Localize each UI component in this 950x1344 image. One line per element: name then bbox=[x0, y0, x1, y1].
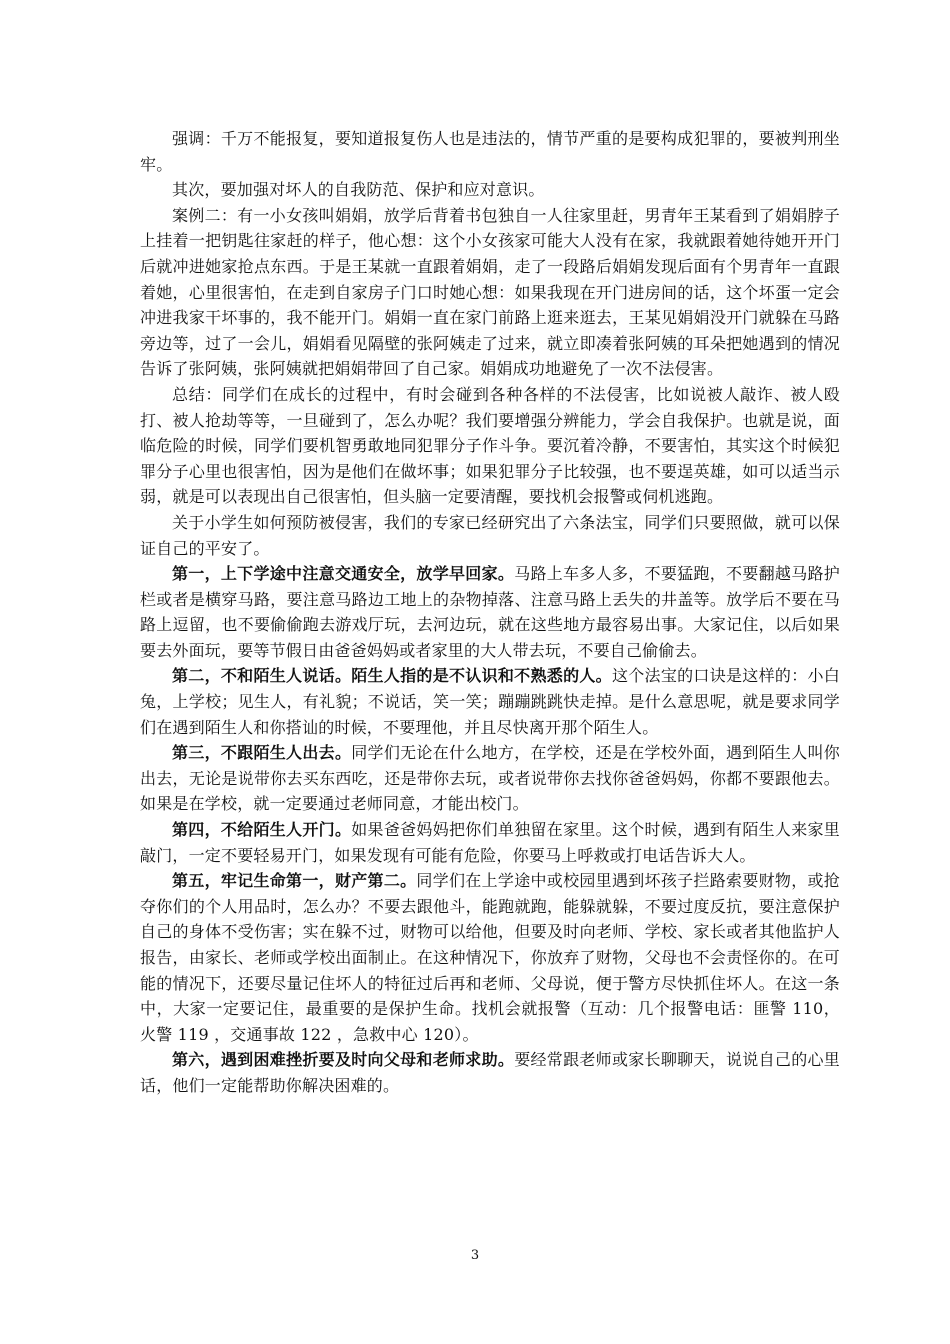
rule-heading: 第五，牢记生命第一，财产第二。 bbox=[172, 871, 417, 891]
paragraph-rule-5 bbox=[140, 868, 840, 1047]
page-number: 3 bbox=[470, 1248, 480, 1263]
paragraph-six-rules-intro bbox=[140, 510, 840, 561]
rule-heading: 第一，上下学途中注意交通安全，放学早回家。 bbox=[172, 564, 515, 584]
rule-heading: 第四，不给陌生人开门。 bbox=[172, 820, 352, 840]
paragraph-text: 同学们在上学途中或校园里遇到坏孩子拦路索要财物，或抢夺你们的个人用品时，怎么办？不要去跟他斗，能跑就跑，能躲就躲，不要过度反抗，要注意保护自己的身体不受伤害；实在躲不过，财物可以给他，但要及时向老师、学校、家长或者其他监护人报告，由家长、老师或学校出面制止。在这种情况下，你放弃了财物，父母也不会责怪你的。在可能的情况下，还要尽量记住坏人的特征过后再和老师、父母说，便于警方尽快抓住坏人。在这一条中，大家一定要记住，最重要的是保护生命。找机会就报警（互动：几个报警电话：匪警 110，火警 119 ，交通事故 122 ，急救中心 120）。 bbox=[140, 871, 840, 1044]
paragraph-rule-3 bbox=[140, 740, 840, 817]
paragraph-text: 这个法宝的口诀是这样的：小白兔，上学校；见生人，有礼貌；不说话，笑一笑；蹦蹦跳跳快走掉。是什么意思呢，就是要求同学们在遇到陌生人和你搭讪的时候，不要理他，并且尽快离开那个陌生人。 bbox=[140, 666, 840, 737]
paragraph-text: 如果爸爸妈妈把你们单独留在家里。这个时候，遇到有陌生人来家里敲门，一定不要轻易开门，如果发现有可能有危险，你要马上呼救或打电话告诉大人。 bbox=[140, 820, 840, 865]
paragraph-text: 案例二：有一小女孩叫娟娟，放学后背着书包独自一人往家里赶，男青年王某看到了娟娟脖子上挂着一把钥匙往家赶的样子，他心想：这个小女孩家可能大人没有在家，我就跟着她待她开开门后就冲进她家抢点东西。于是王某就一直跟着娟娟，走了一段路后娟娟发现后面有个男青年一直跟着她，心里很害怕，在走到自家房子门口时她心想：如果我现在开门进房间的话，这个坏蛋一定会冲进我家干坏事的，我不能开门。娟娟一直在家门前路上逛来逛去，王某见娟娟没开门就躲在马路旁边等，过了一会儿，娟娟看见隔壁的张阿姨走了过来，就立即凑着张阿姨的耳朵把她遇到的情况告诉了张阿姨，张阿姨就把娟娟带回了自己家。娟娟成功地避免了一次不法侵害。 bbox=[140, 205, 840, 379]
rule-heading: 第二，不和陌生人说话。陌生人指的是不认识和不熟悉的人。 bbox=[172, 666, 612, 686]
paragraph-text: 其次，要加强对坏人的自我防范、保护和应对意识。 bbox=[172, 180, 545, 200]
document-body bbox=[140, 126, 840, 1099]
rule-heading: 第三，不跟陌生人出去。 bbox=[172, 743, 352, 763]
paragraph-text: 要经常跟老师或家长聊聊天，说说自己的心里话，他们一定能帮助你解决困难的。 bbox=[140, 1050, 840, 1095]
paragraph-rule-6 bbox=[140, 1047, 840, 1098]
paragraph-rule-4 bbox=[140, 817, 840, 868]
paragraph-rule-2 bbox=[140, 663, 840, 740]
rule-heading: 第六，遇到困难挫折要及时向父母和老师求助。 bbox=[172, 1050, 515, 1070]
paragraph-text: 总结：同学们在成长的过程中，有时会碰到各种各样的不法侵害，比如说被人敲诈、被人殴打、被人抢劫等等，一旦碰到了，怎么办呢？我们要增强分辨能力，学会自我保护。也就是说，面临危险的时候，同学们要机智勇敢地同犯罪分子作斗争。要沉着冷静，不要害怕，其实这个时候犯罪分子心里也很害怕，因为是他们在做坏事；如果犯罪分子比较强，也不要逞英雄，如可以适当示弱，就是可以表现出自己很害怕，但头脑一定要清醒，要找机会报警或伺机逃跑。 bbox=[140, 384, 840, 507]
paragraph-rule-1 bbox=[140, 561, 840, 663]
paragraph-text: 强调：千万不能报复，要知道报复伤人也是违法的，情节严重的是要构成犯罪的，要被判刑坐牢。 bbox=[140, 129, 840, 174]
paragraph-second-point bbox=[140, 177, 840, 203]
paragraph-text: 同学们无论在什么地方，在学校，还是在学校外面，遇到陌生人叫你出去，无论是说带你去买东西吃，还是带你去玩，或者说带你去找你爸爸妈妈，你都不要跟他去。如果是在学校，就一定要通过老师同意，才能出校门。 bbox=[140, 743, 840, 814]
paragraph-text: 马路上车多人多，不要猛跑，不要翻越马路护栏或者是横穿马路，要注意马路边工地上的杂物掉落、注意马路上丢失的井盖等。放学后不要在马路上逗留，也不要偷偷跑去游戏厅玩，去河边玩，就在这些地方最容易出事。大家记住，以后如果要去外面玩，要等节假日由爸爸妈妈或者家里的大人带去玩，不要自己偷偷去。 bbox=[140, 564, 840, 660]
paragraph-emphasis bbox=[140, 126, 840, 177]
paragraph-text: 关于小学生如何预防被侵害，我们的专家已经研究出了六条法宝，同学们只要照做，就可以保证自己的平安了。 bbox=[140, 512, 840, 558]
paragraph-summary bbox=[140, 382, 840, 510]
paragraph-case-two bbox=[140, 203, 840, 382]
